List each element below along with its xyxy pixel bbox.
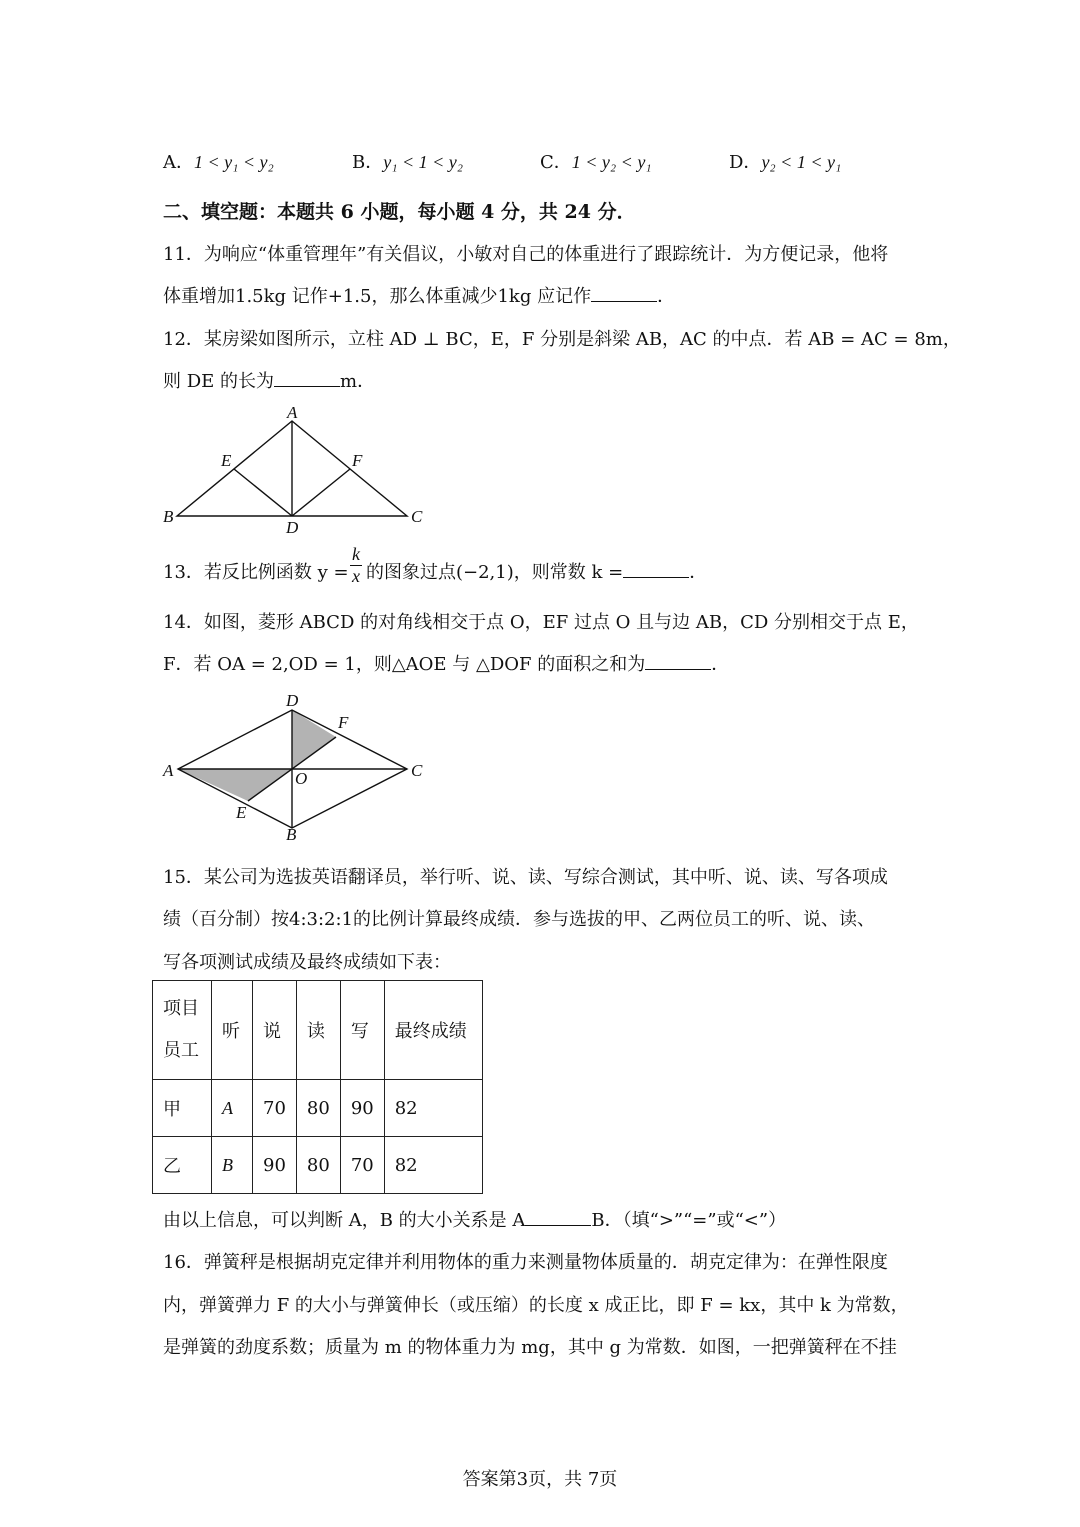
q15-answer-blank [525, 1207, 591, 1226]
label-e: E [221, 451, 232, 470]
q11-answer-blank [591, 283, 657, 302]
option-c [540, 148, 652, 174]
q15-after-end: B．（填“>”“=”或“<”） [591, 1210, 787, 1231]
label-b: B [163, 507, 174, 526]
cell-read: 80 [296, 1080, 340, 1137]
table-row [153, 1080, 483, 1137]
q15-line3: 写各项测试成绩及最终成绩如下表： [163, 952, 451, 973]
label-c: C [411, 761, 423, 780]
segment-de [234, 469, 292, 516]
shade-dof [292, 710, 336, 769]
q11-line1: 11．为响应“体重管理年”有关倡议，小敏对自己的体重进行了跟踪统计．为方便记录，他将 [163, 244, 889, 265]
option-c-letter: C． [540, 152, 572, 173]
option-a-expr: 1 < y₁ < y₂ [194, 152, 274, 172]
cell-write: 70 [340, 1137, 384, 1194]
header-listen: 听 [212, 981, 253, 1080]
label-d: D [286, 691, 299, 710]
q15-line1: 15．某公司为选拔英语翻译员，举行听、说、读、写综合测试，其中听、说、读、写各项成 [163, 867, 888, 888]
corner-top: 项目 [163, 998, 199, 1019]
label-d: D [286, 518, 299, 537]
q12-answer-blank [274, 368, 340, 387]
q12-unit: m． [340, 371, 376, 392]
cell-speak: 70 [253, 1080, 297, 1137]
table-row [153, 1137, 483, 1194]
header-write: 写 [340, 981, 384, 1080]
q12-beam-figure [155, 400, 435, 540]
q16-line2: 内，弹簧弹力 F 的大小与弹簧伸长（或压缩）的长度 x 成正比，即 F = kx，其中 k 为常数， [163, 1295, 909, 1316]
label-f: F [338, 713, 349, 732]
q14-end: ． [711, 654, 730, 675]
q13-line-rest [366, 558, 707, 584]
q14-line1: 14．如图，菱形 ABCD 的对角线相交于点 O，EF 过点 O 且与边 AB，CD 分别相交于点 E， [163, 612, 919, 633]
row-name: 乙 [153, 1137, 212, 1194]
q14-answer-blank [645, 651, 711, 670]
cell-write: 90 [340, 1080, 384, 1137]
corner-cell [153, 981, 212, 1080]
label-c: C [411, 507, 423, 526]
label-a: A [163, 761, 174, 780]
option-a [163, 148, 274, 174]
label-e: E [236, 803, 247, 822]
cell-final: 82 [384, 1137, 482, 1194]
cell-speak: 90 [253, 1137, 297, 1194]
score-table [152, 980, 483, 1194]
corner-bottom: 员工 [163, 1040, 199, 1061]
option-d-expr: y₂ < 1 < y₁ [761, 152, 842, 172]
q15-after [163, 1206, 786, 1232]
q13-answer-blank [623, 559, 689, 578]
cell-final: 82 [384, 1080, 482, 1137]
q13-frac-num: k [352, 544, 360, 564]
q15-after-text: 由以上信息，可以判断 A，B 的大小关系是 A [163, 1210, 526, 1231]
q12-text: 则 DE 的长为 [163, 371, 275, 392]
segment-df [292, 469, 350, 516]
q12-line1: 12．某房梁如图所示，立柱 AD ⊥ BC，E，F 分别是斜梁 AB，AC 的中点．若 AB = AC = 8m， [163, 329, 961, 350]
section-heading: 二、填空题：本题共 6 小题，每小题 4 分，共 24 分． [163, 201, 636, 223]
row-name: 甲 [153, 1080, 212, 1137]
option-b-letter: B． [352, 152, 384, 173]
header-read: 读 [296, 981, 340, 1080]
q13-text-a: 13．若反比例函数 y = [163, 562, 349, 583]
q13-frac-den: x [352, 566, 360, 586]
label-f: F [352, 451, 363, 470]
q11-end: ． [657, 286, 676, 307]
header-speak: 说 [253, 981, 297, 1080]
option-d [729, 148, 841, 174]
q12-line2 [163, 367, 375, 393]
q14-text: F．若 OA = 2,OD = 1，则△AOE 与 △DOF 的面积之和为 [163, 654, 646, 675]
option-a-letter: A． [163, 152, 194, 173]
option-d-letter: D． [729, 152, 762, 173]
option-b-expr: y₁ < 1 < y₂ [383, 152, 464, 172]
cell-listen: B [212, 1137, 253, 1194]
label-o: O [295, 769, 308, 788]
table-header-row [153, 981, 483, 1080]
cell-read: 80 [296, 1137, 340, 1194]
q11-text: 体重增加1.5kg 记作+1.5，那么体重减少1kg 应记作 [163, 286, 592, 307]
label-a: A [287, 403, 298, 422]
option-c-expr: 1 < y₂ < y₁ [571, 152, 652, 172]
header-final: 最终成绩 [384, 981, 482, 1080]
label-b: B [286, 825, 297, 844]
q14-line2 [163, 650, 729, 676]
q13-fraction [350, 544, 362, 586]
shade-aoe [178, 769, 292, 801]
q16-line1: 16．弹簧秤是根据胡克定律并利用物体的重力来测量物体质量的．胡克定律为：在弹性限度 [163, 1252, 888, 1273]
q13-text-b: 的图象过点(−2,1)，则常数 k = [366, 562, 624, 583]
page-footer: 答案第3页，共 7页 [462, 1469, 618, 1490]
shaded-regions [178, 710, 336, 801]
option-b [352, 148, 463, 174]
q16-line3: 是弹簧的劲度系数；质量为 m 的物体重力为 mg，其中 g 为常数．如图，一把弹簧秤在不挂 [163, 1337, 897, 1358]
q11-line2 [163, 282, 675, 308]
q13-end: ． [689, 562, 708, 583]
q14-rhombus-figure [155, 688, 445, 848]
cell-listen: A [212, 1080, 253, 1137]
q15-line2: 绩（百分制）按4:3:2:1的比例计算最终成绩．参与选拔的甲、乙两位员工的听、说、读、 [163, 909, 875, 930]
